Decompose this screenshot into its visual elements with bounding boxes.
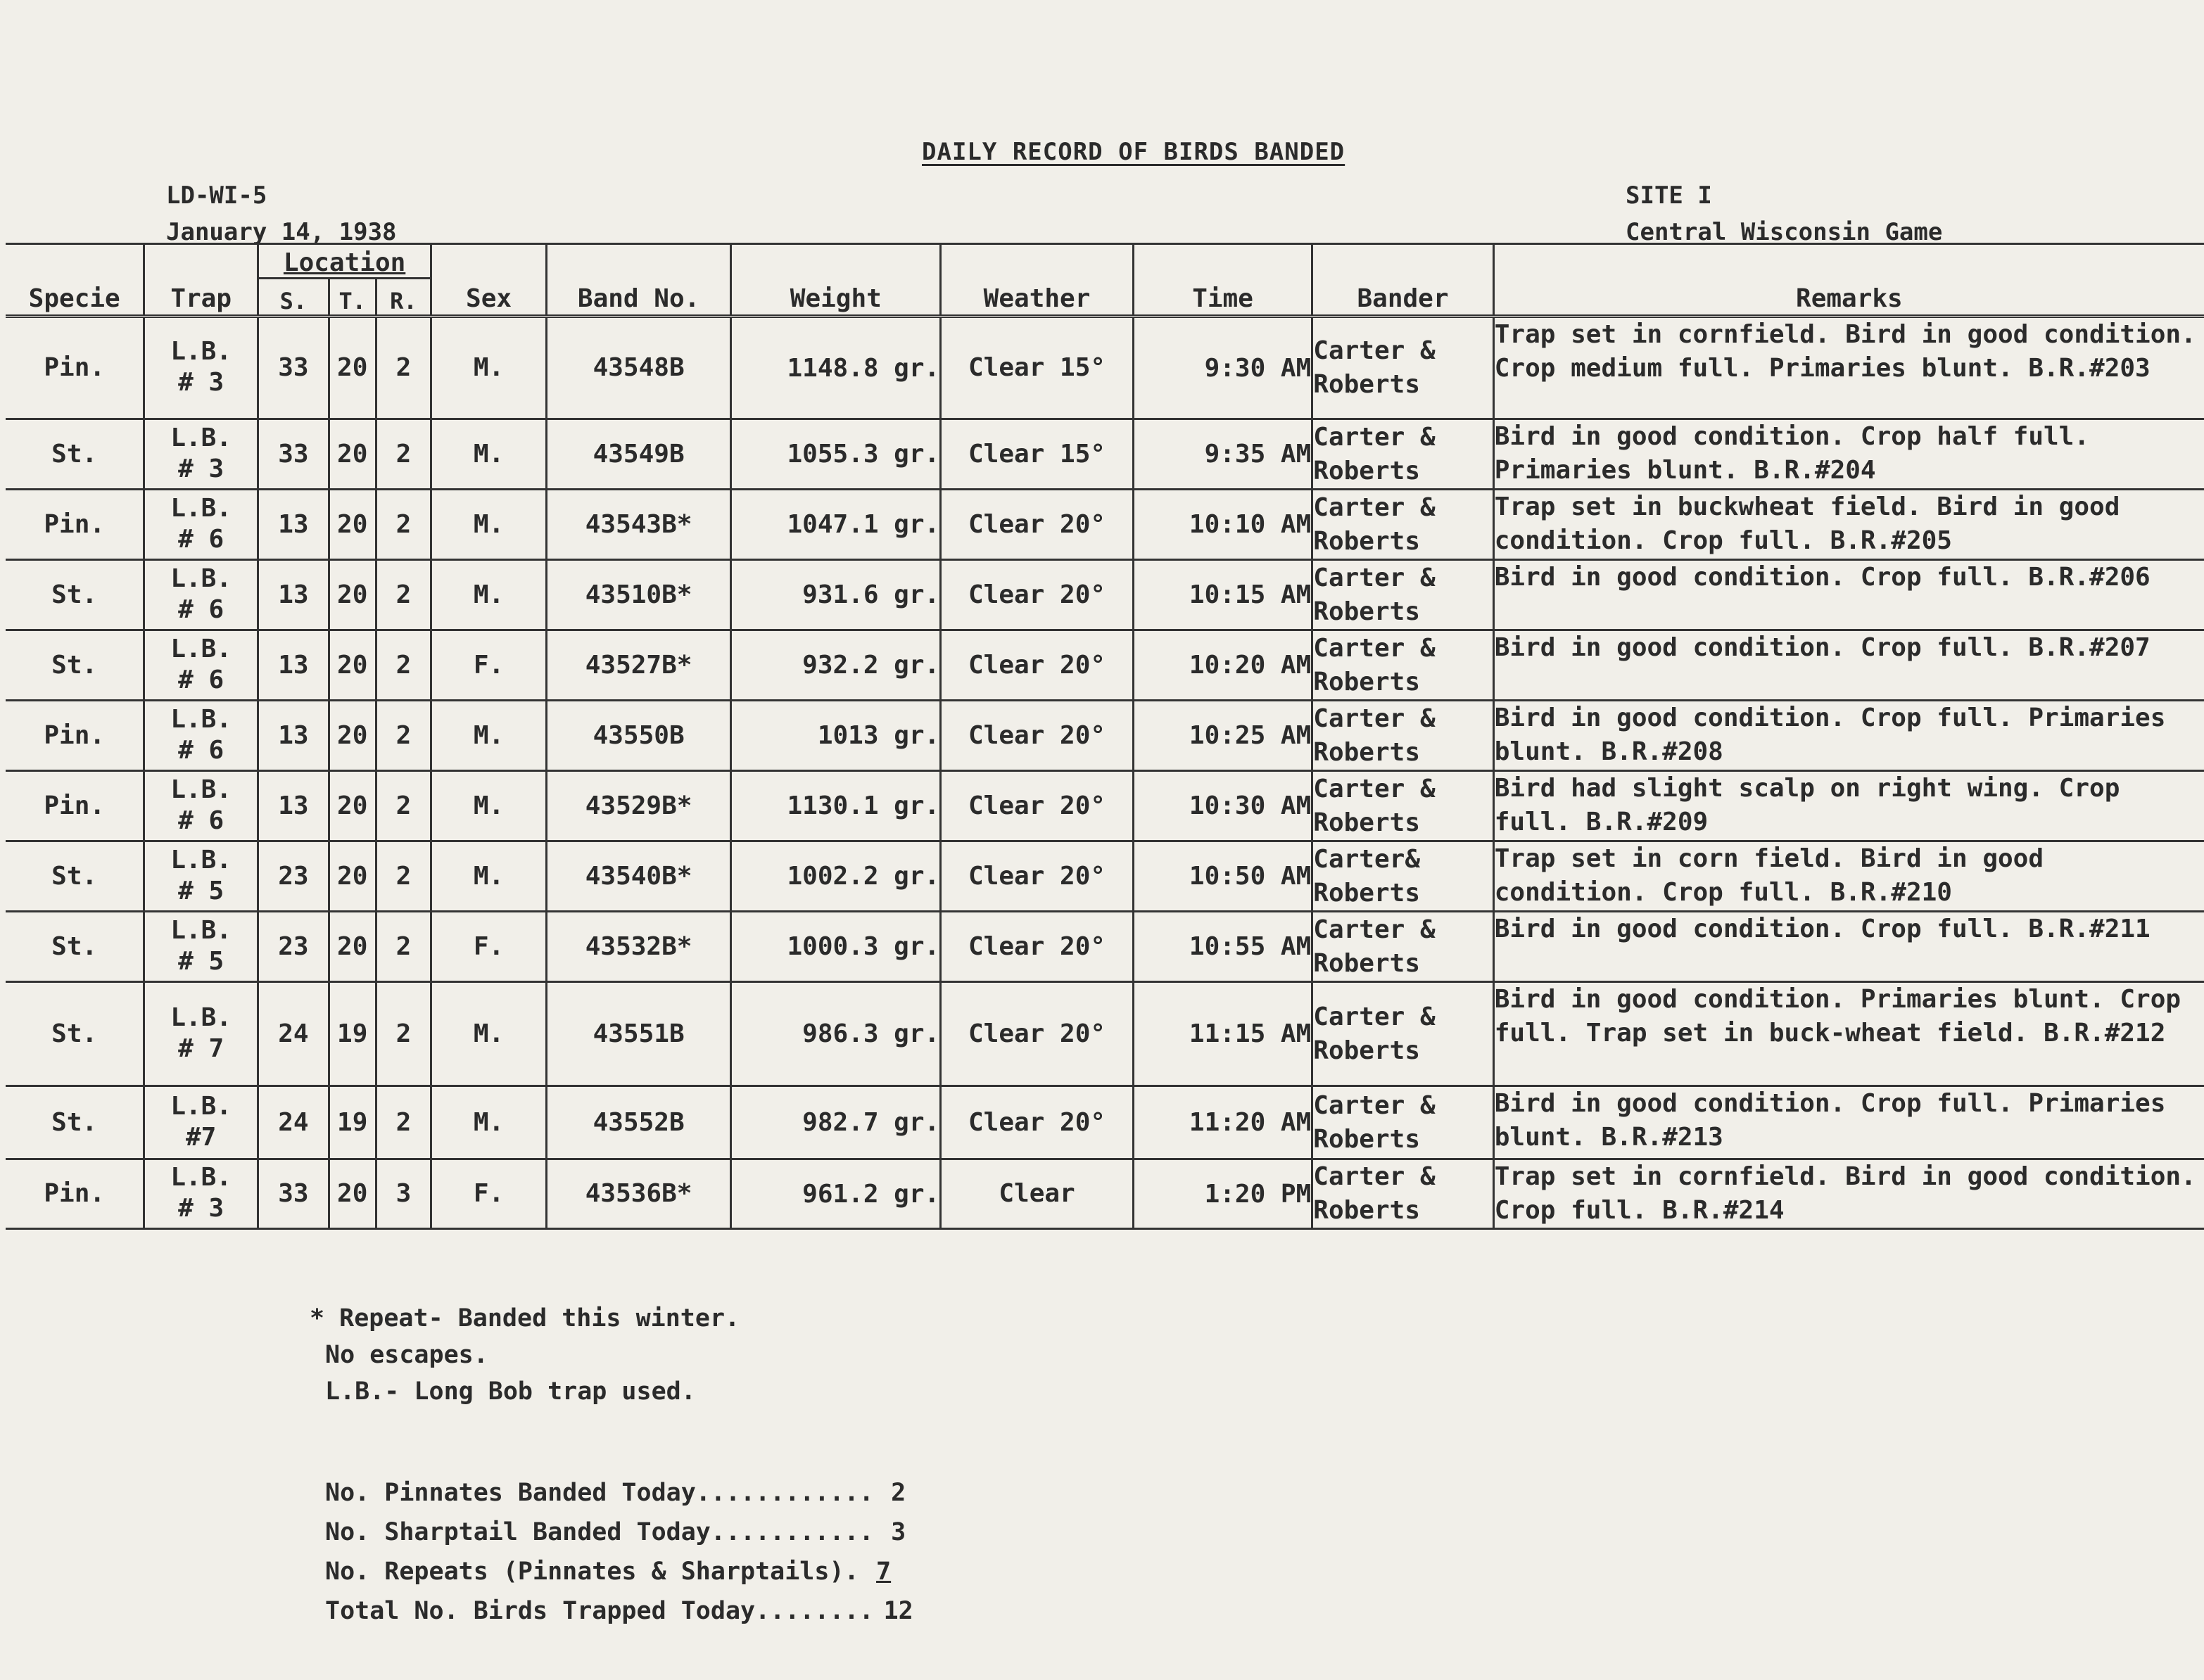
- cell-range: 2: [376, 630, 431, 701]
- cell-sex: F.: [431, 912, 547, 982]
- cell-weather: Clear 20°: [941, 771, 1134, 841]
- trap-number: # 6: [178, 524, 224, 554]
- cell-trap: [144, 630, 258, 701]
- cell-specie: St.: [6, 630, 144, 701]
- cell-township: 20: [329, 1159, 376, 1229]
- cell-bander: [1312, 560, 1493, 630]
- cell-time: 10:15 AM: [1133, 560, 1312, 630]
- cell-township: 20: [329, 317, 376, 419]
- summary-sharptail-value: 3: [891, 1518, 906, 1546]
- table-row: [6, 912, 2204, 982]
- cell-bander: [1312, 1159, 1493, 1229]
- cell-section: 13: [258, 630, 329, 701]
- bander-line-1: Carter &: [1313, 1090, 1436, 1120]
- cell-band-no: 43527B*: [546, 630, 731, 701]
- cell-weather: Clear 20°: [941, 1086, 1134, 1159]
- cell-band-no: 43549B: [546, 419, 731, 490]
- table-header-row: [6, 244, 2204, 279]
- cell-remarks: Bird in good condition. Primaries blunt. Crop full. Trap set in buck-wheat field. B.R.#212: [1493, 982, 2204, 1086]
- bander-line-2: Roberts: [1313, 456, 1420, 485]
- trap-type: L.B.: [170, 423, 232, 452]
- cell-section: 23: [258, 912, 329, 982]
- table-row: [6, 419, 2204, 490]
- footnote-long-bob: L.B.- Long Bob trap used.: [325, 1377, 696, 1406]
- cell-section: 23: [258, 841, 329, 912]
- cell-band-no: 43536B*: [546, 1159, 731, 1229]
- header-trap: Trap: [144, 244, 258, 317]
- cell-specie: Pin.: [6, 701, 144, 771]
- trap-number: # 3: [178, 1194, 224, 1223]
- cell-band-no: 43548B: [546, 317, 731, 419]
- cell-township: 20: [329, 490, 376, 560]
- table-row: [6, 560, 2204, 630]
- cell-bander: [1312, 841, 1493, 912]
- cell-range: 2: [376, 560, 431, 630]
- header-range: R.: [376, 279, 431, 317]
- cell-time: 9:35 AM: [1133, 419, 1312, 490]
- cell-weight: 1055.3 gr.: [731, 419, 941, 490]
- cell-band-no: 43540B*: [546, 841, 731, 912]
- cell-trap: [144, 560, 258, 630]
- cell-sex: M.: [431, 490, 547, 560]
- cell-township: 19: [329, 1086, 376, 1159]
- summary-sharptail-label: No. Sharptail Banded Today...........: [325, 1518, 874, 1546]
- trap-number: # 3: [178, 454, 224, 483]
- cell-range: 2: [376, 771, 431, 841]
- cell-specie: St.: [6, 419, 144, 490]
- bander-line-1: Carter &: [1313, 633, 1436, 663]
- trap-number: # 6: [178, 665, 224, 694]
- cell-time: 10:20 AM: [1133, 630, 1312, 701]
- trap-number: # 6: [178, 806, 224, 835]
- cell-band-no: 43543B*: [546, 490, 731, 560]
- cell-weather: Clear 20°: [941, 982, 1134, 1086]
- header-township: T.: [329, 279, 376, 317]
- trap-type: L.B.: [170, 704, 232, 734]
- table-row: [6, 771, 2204, 841]
- cell-remarks: Bird in good condition. Crop full. Primaries blunt. B.R.#208: [1493, 701, 2204, 771]
- banding-table: [6, 243, 2204, 1230]
- table-row: [6, 1159, 2204, 1229]
- cell-weather: Clear 15°: [941, 317, 1134, 419]
- cell-sex: M.: [431, 771, 547, 841]
- trap-type: L.B.: [170, 634, 232, 663]
- cell-bander: [1312, 982, 1493, 1086]
- header-left: [166, 177, 397, 250]
- cell-section: 13: [258, 701, 329, 771]
- cell-weight: 986.3 gr.: [731, 982, 941, 1086]
- cell-weather: Clear 15°: [941, 419, 1134, 490]
- cell-specie: St.: [6, 982, 144, 1086]
- cell-band-no: 43552B: [546, 1086, 731, 1159]
- cell-weight: 1002.2 gr.: [731, 841, 941, 912]
- bander-line-2: Roberts: [1313, 878, 1420, 908]
- trap-number: # 5: [178, 946, 224, 976]
- cell-weight: 982.7 gr.: [731, 1086, 941, 1159]
- trap-type: L.B.: [170, 493, 232, 523]
- cell-sex: F.: [431, 630, 547, 701]
- cell-time: 10:25 AM: [1133, 701, 1312, 771]
- cell-weather: Clear: [941, 1159, 1134, 1229]
- cell-township: 20: [329, 701, 376, 771]
- summary-total: [325, 1591, 923, 1631]
- trap-number: # 5: [178, 876, 224, 905]
- cell-township: 20: [329, 912, 376, 982]
- header-remarks: Remarks: [1493, 244, 2204, 317]
- summary-pinnates: [325, 1473, 923, 1513]
- cell-remarks: Bird had slight scalp on right wing. Crop full. B.R.#209: [1493, 771, 2204, 841]
- cell-section: 33: [258, 317, 329, 419]
- trap-number: # 6: [178, 594, 224, 624]
- header-specie: Specie: [6, 244, 144, 317]
- cell-range: 2: [376, 1086, 431, 1159]
- cell-remarks: Bird in good condition. Crop full. B.R.#207: [1493, 630, 2204, 701]
- trap-type: L.B.: [170, 775, 232, 804]
- trap-number: # 6: [178, 735, 224, 765]
- trap-type: L.B.: [170, 915, 232, 945]
- cell-time: 11:15 AM: [1133, 982, 1312, 1086]
- daily-summary: [325, 1473, 923, 1631]
- table-row: [6, 841, 2204, 912]
- header-bander: Bander: [1312, 244, 1493, 317]
- cell-sex: M.: [431, 419, 547, 490]
- cell-weight: 1013 gr.: [731, 701, 941, 771]
- header-sex: Sex: [431, 244, 547, 317]
- cell-bander: [1312, 630, 1493, 701]
- cell-bander: [1312, 771, 1493, 841]
- cell-band-no: 43510B*: [546, 560, 731, 630]
- trap-type: L.B.: [170, 1163, 232, 1192]
- cell-section: 13: [258, 560, 329, 630]
- table-row: [6, 1086, 2204, 1159]
- table-row: [6, 701, 2204, 771]
- bander-line-2: Roberts: [1313, 808, 1420, 837]
- area-label: Central Wisconsin Game: [1626, 218, 1943, 246]
- bander-line-2: Roberts: [1313, 597, 1420, 626]
- cell-remarks: Trap set in corn field. Bird in good condition. Crop full. B.R.#210: [1493, 841, 2204, 912]
- cell-range: 2: [376, 419, 431, 490]
- cell-weight: 1047.1 gr.: [731, 490, 941, 560]
- cell-time: 10:10 AM: [1133, 490, 1312, 560]
- cell-range: 2: [376, 912, 431, 982]
- cell-weight: 1130.1 gr.: [731, 771, 941, 841]
- bander-line-1: Carter &: [1313, 563, 1436, 592]
- cell-section: 33: [258, 1159, 329, 1229]
- header-location: Location: [258, 244, 431, 279]
- cell-remarks: Bird in good condition. Crop full. Primaries blunt. B.R.#213: [1493, 1086, 2204, 1159]
- cell-sex: M.: [431, 841, 547, 912]
- cell-specie: St.: [6, 841, 144, 912]
- cell-bander: [1312, 701, 1493, 771]
- summary-total-value: 12: [883, 1597, 913, 1625]
- trap-type: L.B.: [170, 337, 232, 366]
- cell-trap: [144, 982, 258, 1086]
- document-date: January 14, 1938: [166, 218, 397, 246]
- cell-section: 13: [258, 771, 329, 841]
- cell-sex: M.: [431, 701, 547, 771]
- cell-trap: [144, 701, 258, 771]
- cell-sex: F.: [431, 1159, 547, 1229]
- bander-line-2: Roberts: [1313, 667, 1420, 696]
- cell-band-no: 43529B*: [546, 771, 731, 841]
- cell-trap: [144, 490, 258, 560]
- cell-range: 2: [376, 701, 431, 771]
- cell-remarks: Trap set in cornfield. Bird in good condition. Crop medium full. Primaries blunt. B.R.#203: [1493, 317, 2204, 419]
- summary-pinnates-value: 2: [891, 1479, 906, 1507]
- cell-trap: [144, 419, 258, 490]
- cell-weather: Clear 20°: [941, 841, 1134, 912]
- cell-township: 19: [329, 982, 376, 1086]
- cell-township: 20: [329, 771, 376, 841]
- cell-section: 24: [258, 1086, 329, 1159]
- cell-section: 13: [258, 490, 329, 560]
- bander-line-2: Roberts: [1313, 1036, 1420, 1065]
- summary-total-label: Total No. Birds Trapped Today........: [325, 1597, 874, 1625]
- cell-bander: [1312, 317, 1493, 419]
- site-label: SITE I: [1626, 182, 1712, 210]
- cell-range: 2: [376, 982, 431, 1086]
- cell-weight: 1148.8 gr.: [731, 317, 941, 419]
- cell-sex: M.: [431, 560, 547, 630]
- bander-line-1: Carter &: [1313, 422, 1436, 452]
- cell-bander: [1312, 912, 1493, 982]
- cell-range: 2: [376, 490, 431, 560]
- cell-trap: [144, 912, 258, 982]
- cell-range: 3: [376, 1159, 431, 1229]
- cell-township: 20: [329, 630, 376, 701]
- cell-sex: M.: [431, 1086, 547, 1159]
- cell-time: 10:55 AM: [1133, 912, 1312, 982]
- bander-line-2: Roberts: [1313, 1196, 1420, 1225]
- cell-band-no: 43532B*: [546, 912, 731, 982]
- cell-specie: Pin.: [6, 317, 144, 419]
- trap-number: # 3: [178, 368, 224, 397]
- cell-range: 2: [376, 841, 431, 912]
- cell-bander: [1312, 419, 1493, 490]
- cell-weather: Clear 20°: [941, 630, 1134, 701]
- cell-section: 24: [258, 982, 329, 1086]
- cell-weather: Clear 20°: [941, 560, 1134, 630]
- trap-type: L.B.: [170, 1091, 232, 1121]
- cell-trap: [144, 771, 258, 841]
- header-weight: Weight: [731, 244, 941, 317]
- cell-township: 20: [329, 560, 376, 630]
- cell-time: 10:30 AM: [1133, 771, 1312, 841]
- cell-range: 2: [376, 317, 431, 419]
- bander-line-2: Roberts: [1313, 948, 1420, 978]
- cell-specie: St.: [6, 560, 144, 630]
- cell-section: 33: [258, 419, 329, 490]
- document-title: DAILY RECORD OF BIRDS BANDED: [922, 138, 1345, 166]
- trap-number: #7: [185, 1122, 217, 1152]
- summary-repeats-label: No. Repeats (Pinnates & Sharptails).: [325, 1558, 859, 1586]
- bander-line-2: Roberts: [1313, 370, 1420, 399]
- cell-weather: Clear 20°: [941, 701, 1134, 771]
- cell-weight: 961.2 gr.: [731, 1159, 941, 1229]
- bander-line-2: Roberts: [1313, 526, 1420, 556]
- summary-pinnates-label: No. Pinnates Banded Today............: [325, 1479, 874, 1507]
- bander-line-1: Carter &: [1313, 336, 1436, 365]
- bander-line-1: Carter&: [1313, 844, 1420, 874]
- cell-trap: [144, 841, 258, 912]
- table-row: [6, 982, 2204, 1086]
- cell-township: 20: [329, 841, 376, 912]
- summary-repeats-value: 7: [876, 1558, 892, 1586]
- cell-remarks: Trap set in buckwheat field. Bird in good condition. Crop full. B.R.#205: [1493, 490, 2204, 560]
- cell-weight: 932.2 gr.: [731, 630, 941, 701]
- cell-time: 10:50 AM: [1133, 841, 1312, 912]
- cell-remarks: Bird in good condition. Crop full. B.R.#211: [1493, 912, 2204, 982]
- footnote-escapes: No escapes.: [325, 1341, 488, 1369]
- trap-type: L.B.: [170, 845, 232, 874]
- cell-trap: [144, 1086, 258, 1159]
- footnotes: [310, 1300, 740, 1410]
- trap-number: # 7: [178, 1033, 224, 1063]
- summary-repeats: [325, 1552, 923, 1591]
- cell-township: 20: [329, 419, 376, 490]
- cell-band-no: 43550B: [546, 701, 731, 771]
- table-row: [6, 630, 2204, 701]
- cell-trap: [144, 1159, 258, 1229]
- summary-sharptail: [325, 1513, 923, 1552]
- bander-line-1: Carter &: [1313, 774, 1436, 803]
- cell-specie: Pin.: [6, 771, 144, 841]
- cell-bander: [1312, 1086, 1493, 1159]
- footnote-repeat: * Repeat- Banded this winter.: [310, 1304, 740, 1332]
- trap-type: L.B.: [170, 564, 232, 593]
- bander-line-1: Carter &: [1313, 704, 1436, 733]
- cell-band-no: 43551B: [546, 982, 731, 1086]
- cell-remarks: Bird in good condition. Crop half full. Primaries blunt. B.R.#204: [1493, 419, 2204, 490]
- cell-time: 9:30 AM: [1133, 317, 1312, 419]
- header-section: S.: [258, 279, 329, 317]
- cell-weight: 1000.3 gr.: [731, 912, 941, 982]
- cell-weather: Clear 20°: [941, 490, 1134, 560]
- cell-time: 11:20 AM: [1133, 1086, 1312, 1159]
- header-right: [1626, 177, 1942, 250]
- cell-weight: 931.6 gr.: [731, 560, 941, 630]
- cell-specie: St.: [6, 1086, 144, 1159]
- cell-trap: [144, 317, 258, 419]
- cell-sex: M.: [431, 317, 547, 419]
- bander-line-2: Roberts: [1313, 737, 1420, 767]
- cell-specie: St.: [6, 912, 144, 982]
- bander-line-1: Carter &: [1313, 1002, 1436, 1031]
- cell-specie: Pin.: [6, 490, 144, 560]
- bander-line-1: Carter &: [1313, 492, 1436, 522]
- trap-type: L.B.: [170, 1003, 232, 1032]
- cell-sex: M.: [431, 982, 547, 1086]
- bander-line-2: Roberts: [1313, 1124, 1420, 1154]
- table-row: [6, 317, 2204, 419]
- cell-remarks: Trap set in cornfield. Bird in good condition. Crop full. B.R.#214: [1493, 1159, 2204, 1229]
- header-time: Time: [1133, 244, 1312, 317]
- bander-line-1: Carter &: [1313, 915, 1436, 944]
- document-code: LD-WI-5: [166, 182, 267, 210]
- cell-specie: Pin.: [6, 1159, 144, 1229]
- cell-weather: Clear 20°: [941, 912, 1134, 982]
- cell-time: 1:20 PM: [1133, 1159, 1312, 1229]
- cell-remarks: Bird in good condition. Crop full. B.R.#206: [1493, 560, 2204, 630]
- bander-line-1: Carter &: [1313, 1162, 1436, 1191]
- header-band-no: Band No.: [546, 244, 731, 317]
- cell-bander: [1312, 490, 1493, 560]
- header-weather: Weather: [941, 244, 1134, 317]
- table-row: [6, 490, 2204, 560]
